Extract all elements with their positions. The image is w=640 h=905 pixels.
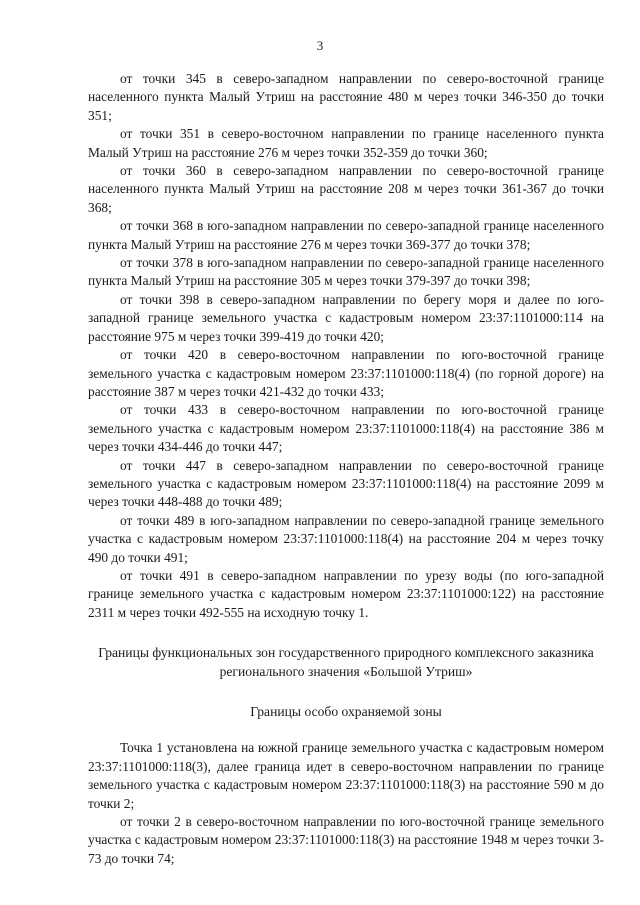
boundary-paragraph: от точки 351 в северо-восточном направлении по границе населенного пункта Малый Утриш на расстояние 276 м через точки 352-359 до точки 360;	[88, 126, 604, 160]
boundary-paragraph: Точка 1 установлена на южной границе земельного участка с кадастровым номером 23:37:1101000:118(3), далее граница идет в северо-восточном направлении по границе земельного участка с кадастровым номером 23:37:1101000:118(3) на расстояние 590 м до точки 2;	[88, 740, 604, 811]
boundary-paragraph: от точки 378 в юго-западном направлении по северо-западной границе населенного пункта Малый Утриш на расстояние 305 м через точки 379-397 до точки 398;	[88, 255, 604, 289]
boundary-paragraph: от точки 368 в юго-западном направлении по северо-западной границе населенного пункта Малый Утриш на расстояние 276 м через точки 369-377 до точки 378;	[88, 218, 604, 252]
subsection-heading: Границы особо охраняемой зоны	[250, 704, 442, 719]
boundary-paragraph: от точки 491 в северо-западном направлении по урезу воды (по юго-западной границе земельного участка с кадастровым номером 23:37:1101000:122) на расстояние 2311 м через точки 492-555 на исходную точку 1.	[88, 567, 604, 620]
boundary-paragraph: от точки 360 в северо-западном направлении по северо-восточной границе населенного пункта Малый Утриш на расстояние 208 м через точки 361-367 до точки 368;	[88, 163, 604, 215]
boundary-paragraph: от точки 447 в северо-западном направлении по северо-восточной границе земельного участка с кадастровым номером 23:37:1101000:118(4) на расстояние 2099 м через точки 448-488 до точки 489;	[88, 457, 604, 510]
boundary-paragraph: от точки 398 в северо-западном направлении по берегу моря и далее по юго-западной границе земельного участка с кадастровым номером 23:37:1101000:114 на расстояние 975 м через точки 399-419 до точки 420;	[88, 291, 604, 344]
section-heading: Границы функциональных зон государственного природного комплексного заказника регионального значения «Большой Утриш»	[98, 645, 594, 679]
protected-zone-description-list	[88, 739, 604, 868]
document-body	[88, 70, 604, 868]
boundary-paragraph: от точки 433 в северо-восточном направлении по юго-восточной границе земельного участка с кадастровым номером 23:37:1101000:118(4) на расстояние 386 м через точки 434-446 до точки 447;	[88, 402, 604, 455]
boundary-paragraph: от точки 489 в юго-западном направлении по северо-западной границе земельного участка с кадастровым номером 23:37:1101000:118(4) на расстояние 204 м через точку 490 до точки 491;	[88, 512, 604, 565]
boundary-paragraph: от точки 345 в северо-западном направлении по северо-восточной границе населенного пункта Малый Утриш на расстояние 480 м через точки 346-350 до точки 351;	[88, 71, 604, 123]
boundary-description-list	[88, 70, 604, 622]
page-number: 3	[316, 38, 324, 53]
boundary-paragraph: от точки 2 в северо-восточном направлении по юго-восточной границе земельного участка с кадастровым номером 23:37:1101000:118(3) на расстояние 1948 м через точки 3-73 до точки 74;	[88, 814, 604, 866]
boundary-paragraph: от точки 420 в северо-восточном направлении по юго-восточной границе земельного участка с кадастровым номером 23:37:1101000:118(4) (по горной дороге) на расстояние 387 м через точки 421-432 до точки 433;	[88, 347, 604, 399]
